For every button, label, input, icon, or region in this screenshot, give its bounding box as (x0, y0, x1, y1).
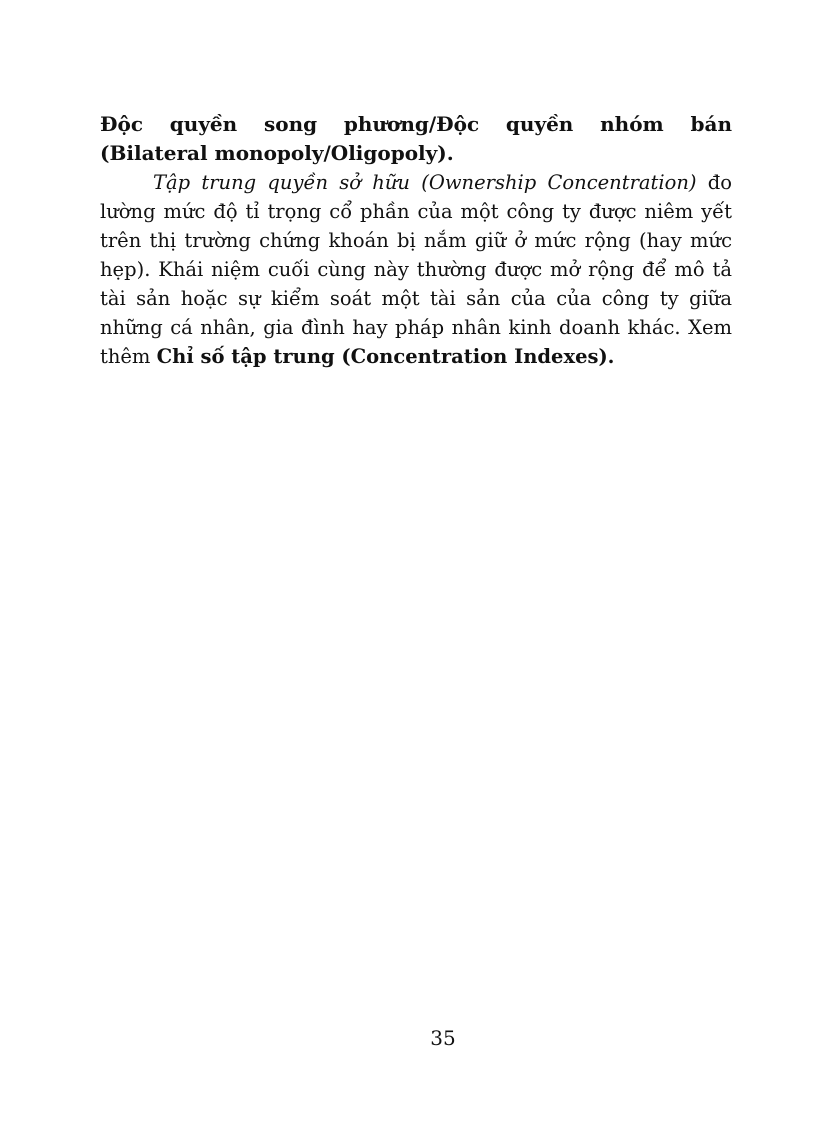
see-also-prefix: Xem thêm (100, 316, 732, 368)
entry-body: đo lường mức độ tỉ trọng cổ phần của một công ty được niêm yết trên thị trường chứng khoán bị nắm giữ ở mức rộng (hay mức hẹp). Khái niệm cuối cùng này thường được mở rộng để mô tả tài sản hoặc sự kiểm soát một tài sản của của công ty giữa những cá nhân, gia đình hay pháp nhân kinh doanh khác. (100, 171, 733, 339)
entry-heading (100, 110, 732, 168)
heading-line-1: Độc quyền song phương/Độc quyền nhóm bán (100, 112, 732, 136)
see-also-reference: Chỉ số tập trung (Concentration Indexes). (156, 345, 615, 368)
entry-paragraph (100, 168, 732, 371)
page-number: 35 (430, 1026, 456, 1050)
entry-term: Tập trung quyền sở hữu (Ownership Concentration) (153, 171, 697, 194)
heading-line-2: (Bilateral monopoly/Oligopoly). (100, 141, 454, 165)
text-block (100, 110, 732, 371)
